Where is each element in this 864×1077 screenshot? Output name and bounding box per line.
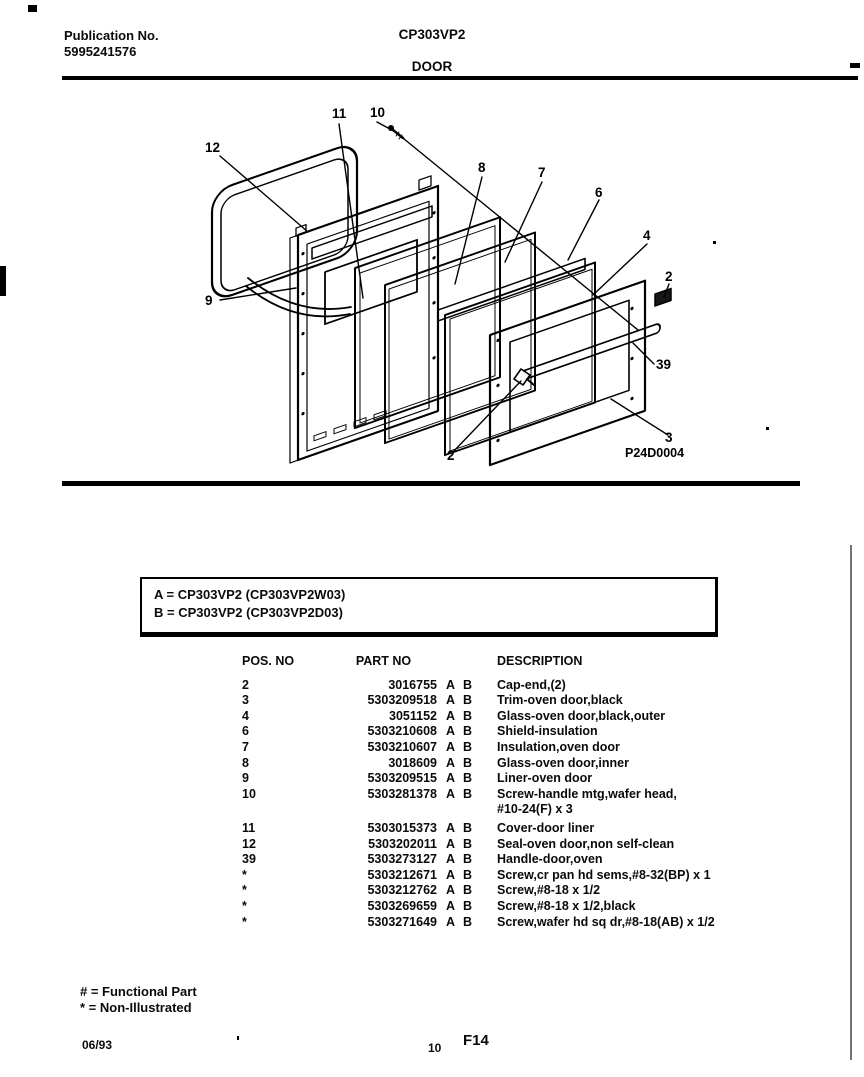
cell-description: Liner-oven door <box>497 771 593 786</box>
cell-pos-no: 4 <box>242 708 249 723</box>
cell-model-flags: A B <box>446 786 473 801</box>
cell-pos-no: * <box>242 898 247 913</box>
callout-3: 3 <box>665 430 673 445</box>
cell-part-no: 5303273127 <box>367 852 437 867</box>
parts-table <box>242 654 772 930</box>
cell-description: Handle-door,oven <box>497 852 603 867</box>
cell-pos-no: 12 <box>242 836 256 851</box>
cell-model-flags: A B <box>446 708 473 723</box>
cell-model-flags: A B <box>446 867 473 882</box>
table-row <box>242 852 772 868</box>
cell-part-no: 5303015373 <box>367 820 437 835</box>
cell-part-no: 5303212762 <box>367 883 437 898</box>
door-liner <box>298 186 438 460</box>
cell-pos-no: 39 <box>242 852 256 867</box>
table-row <box>242 787 772 818</box>
cell-part-no: 5303209515 <box>367 771 437 786</box>
table-row <box>242 837 772 853</box>
cell-pos-no: 3 <box>242 693 249 708</box>
door-panels <box>212 88 671 480</box>
table-row <box>242 899 772 915</box>
callout-6: 6 <box>595 185 603 200</box>
cell-part-no: 5303210607 <box>367 739 437 754</box>
table-row <box>242 740 772 756</box>
callout-4: 4 <box>643 228 651 243</box>
cell-pos-no: 8 <box>242 755 249 770</box>
cell-model-flags: A B <box>446 883 473 898</box>
callout-8: 8 <box>478 160 486 175</box>
callout-39: 39 <box>656 357 672 372</box>
cell-model-flags: A B <box>446 820 473 835</box>
callout-2-cap: 2 <box>665 269 673 284</box>
cell-pos-no: 11 <box>242 820 256 835</box>
cell-description: Screw,cr pan hd sems,#8-32(BP) x 1 <box>497 867 711 882</box>
cell-model-flags: A B <box>446 914 473 929</box>
cell-description: Cap-end,(2) <box>497 677 566 692</box>
publication-label: Publication No. <box>64 28 159 43</box>
parts-table-rows <box>242 678 772 931</box>
scan-artifact <box>850 63 860 68</box>
cell-model-flags: A B <box>446 677 473 692</box>
scan-artifact <box>0 266 6 296</box>
cell-description: Screw,#8-18 x 1/2,black <box>497 898 636 913</box>
table-row <box>242 756 772 772</box>
table-row <box>242 709 772 725</box>
cell-description: Seal-oven door,non self-clean <box>497 836 675 851</box>
header-part-no: PART NO <box>355 654 412 668</box>
cell-description: Screw,#8-18 x 1/2 <box>497 883 601 898</box>
model-variant-b: B = CP303VP2 (CP303VP2D03) <box>154 605 343 620</box>
scan-artifact <box>766 427 769 430</box>
callout-11: 11 <box>332 106 347 121</box>
cell-part-no: 5303212671 <box>367 867 437 882</box>
table-row <box>242 771 772 787</box>
table-row <box>242 693 772 709</box>
cell-pos-no: 7 <box>242 739 249 754</box>
cell-description: Glass-oven door,inner <box>497 755 629 770</box>
exploded-diagram <box>62 88 802 480</box>
table-row <box>242 678 772 694</box>
callout-7: 7 <box>538 165 546 180</box>
footnote-non-illustrated: * = Non-Illustrated <box>80 1000 192 1015</box>
callout-9: 9 <box>205 293 213 308</box>
cell-part-no: 3016755 <box>388 677 437 692</box>
scan-artifact <box>850 545 852 1060</box>
cover-door-liner <box>312 206 432 259</box>
cell-pos-no: 10 <box>242 786 256 801</box>
callout-12: 12 <box>205 140 221 155</box>
header-description: DESCRIPTION <box>497 654 583 668</box>
cell-pos-no: 9 <box>242 771 249 786</box>
table-row <box>242 724 772 740</box>
footer-page-number: 10 <box>428 1041 442 1055</box>
model-title: CP303VP2 <box>398 27 466 42</box>
callout-2-screw: 2 <box>447 448 455 463</box>
callout-10: 10 <box>370 105 386 120</box>
cell-pos-no: * <box>242 883 247 898</box>
cell-pos-no: 2 <box>242 677 249 692</box>
cell-description: Screw-handle mtg,wafer head, #10-24(F) x 3 <box>497 786 677 817</box>
footer-figure-code: F14 <box>463 1032 489 1049</box>
table-row <box>242 821 772 837</box>
cell-pos-no: * <box>242 867 247 882</box>
cell-part-no: 5303202011 <box>368 836 437 851</box>
cell-model-flags: A B <box>446 836 473 851</box>
cell-part-no: 3051152 <box>389 708 437 723</box>
cell-model-flags: A B <box>446 852 473 867</box>
section-title: DOOR <box>411 59 453 74</box>
cell-description: Insulation,oven door <box>497 739 620 754</box>
parts-table-header <box>242 654 772 670</box>
scan-artifact <box>237 1036 239 1040</box>
cell-part-no: 5303271649 <box>367 914 437 929</box>
header-rule <box>62 76 858 80</box>
model-variant-a: A = CP303VP2 (CP303VP2W03) <box>154 587 346 602</box>
footnote-functional: # = Functional Part <box>80 984 197 999</box>
header-pos-no: POS. NO <box>242 654 295 668</box>
cell-description: Glass-oven door,black,outer <box>497 708 666 723</box>
cell-pos-no: * <box>242 914 247 929</box>
cell-model-flags: A B <box>446 755 473 770</box>
table-row <box>242 883 772 899</box>
table-row <box>242 868 772 884</box>
cell-part-no: 3018609 <box>388 755 437 770</box>
cell-model-flags: A B <box>446 739 473 754</box>
cap-end <box>655 288 671 306</box>
cell-model-flags: A B <box>446 693 473 708</box>
cell-description: Shield-insulation <box>497 724 598 739</box>
cell-part-no: 5303209518 <box>367 693 437 708</box>
footer-date: 06/93 <box>82 1038 113 1052</box>
cell-model-flags: A B <box>446 771 473 786</box>
diagram-code: P24D0004 <box>625 446 685 460</box>
cell-part-no: 5303210608 <box>367 724 437 739</box>
cell-part-no: 5303269659 <box>367 898 437 913</box>
diagram-rule <box>62 481 800 486</box>
cell-description: Cover-door liner <box>497 820 595 835</box>
cell-part-no: 5303281378 <box>367 786 437 801</box>
cell-model-flags: A B <box>446 724 473 739</box>
publication-number: 5995241576 <box>64 44 137 59</box>
cell-model-flags: A B <box>446 898 473 913</box>
cell-description: Trim-oven door,black <box>497 693 623 708</box>
table-row <box>242 915 772 931</box>
scan-artifact <box>28 5 37 12</box>
scan-artifact <box>713 241 716 244</box>
door-trim <box>490 281 645 465</box>
cell-pos-no: 6 <box>242 724 249 739</box>
cell-description: Screw,wafer hd sq dr,#8-18(AB) x 1/2 <box>497 914 715 929</box>
model-variants-box <box>140 577 718 637</box>
